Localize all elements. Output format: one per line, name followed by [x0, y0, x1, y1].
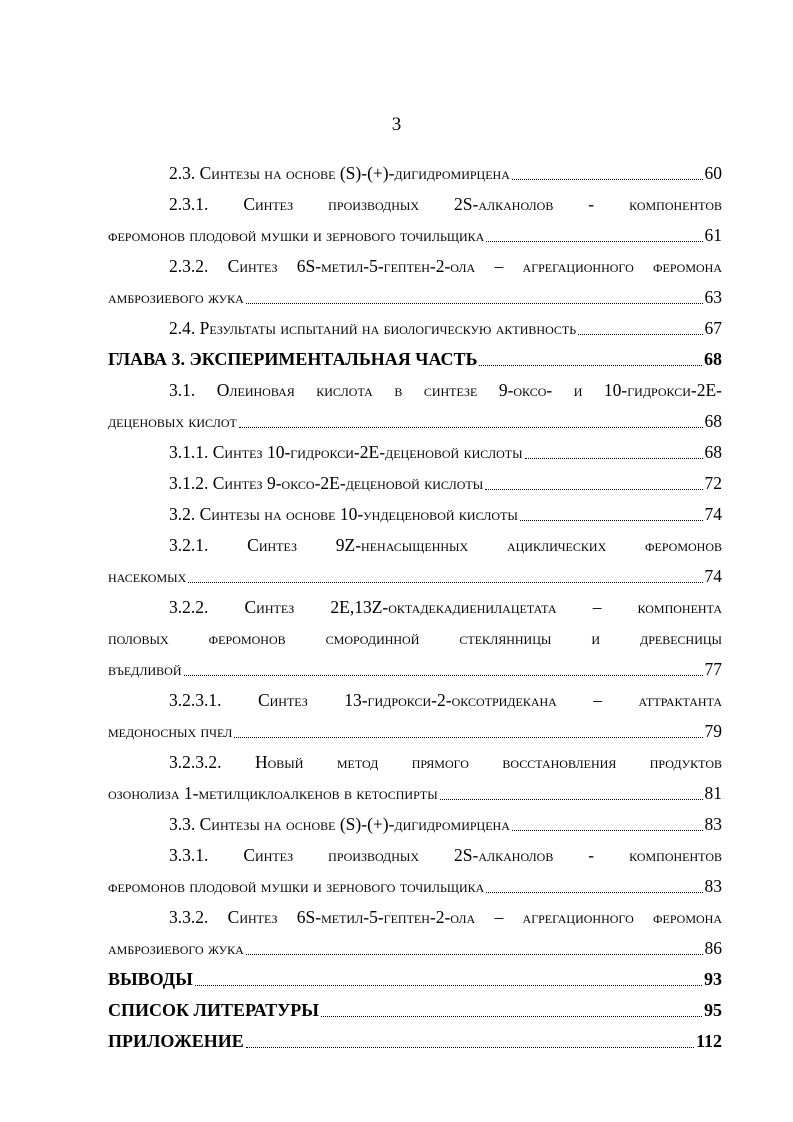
- toc-entry-page: 61: [704, 225, 722, 245]
- toc-entry-page: 68: [704, 442, 722, 462]
- toc-entry-title: въедливой: [108, 659, 182, 679]
- toc-entry-page: 60: [704, 163, 722, 183]
- toc-entry: [108, 530, 722, 561]
- toc-leader: [578, 334, 702, 335]
- toc-entry-page: 68: [704, 411, 722, 431]
- toc-entry: [108, 871, 722, 902]
- toc-leader: [486, 241, 702, 242]
- toc-entry: [108, 778, 722, 809]
- toc-entry-title: ГЛАВА 3. ЭКСПЕРИМЕНТАЛЬНАЯ ЧАСТЬ: [108, 349, 478, 369]
- toc-entry-page: 93: [704, 969, 722, 989]
- toc-entry-title: 3.2.2. Синтез 2E,13Z-октадекадиенилацетата – компонента: [169, 597, 722, 617]
- toc-entry-title: 3.2.3.2. Новый метод прямого восстановления продуктов: [169, 752, 722, 772]
- toc-entry: [108, 716, 722, 747]
- toc-entry: [108, 592, 722, 623]
- toc-entry-title: 2.4. Результаты испытаний на биологическую активность: [169, 318, 577, 338]
- toc-leader: [188, 582, 702, 583]
- toc-entry: [108, 902, 722, 933]
- toc-leader: [239, 427, 703, 428]
- toc-entry: [108, 251, 722, 282]
- toc-entry: [108, 158, 722, 189]
- toc-entry-page: 68: [704, 349, 722, 369]
- toc-entry-title: амброзиевого жука: [108, 287, 244, 307]
- toc-entry: [108, 499, 722, 530]
- toc-entry: [108, 375, 722, 406]
- toc-leader: [525, 458, 703, 459]
- toc-entry: [108, 468, 722, 499]
- toc-entry-title: 3.2.3.1. Синтез 13-гидрокси-2-оксотридекана – аттрактанта: [169, 690, 722, 710]
- toc-entry-page: 83: [704, 876, 722, 896]
- toc-entry-title: 3.3.2. Синтез 6S-метил-5-гептен-2-ола – агрегационного феромона: [169, 907, 722, 927]
- toc-leader: [195, 985, 702, 986]
- toc-entry-title: 3.1. Олеиновая кислота в синтезе 9-оксо- и 10-гидрокси-2E-: [169, 380, 722, 400]
- toc-entry: [108, 282, 722, 313]
- toc-entry: [108, 189, 722, 220]
- toc-entry-title: озонолиза 1-метилциклоалкенов в кетоспирты: [108, 783, 438, 803]
- toc-entry-title: 2.3.1. Синтез производных 2S-алканолов - компонентов: [169, 194, 722, 214]
- page-number: 3: [391, 114, 402, 135]
- toc-entry-page: 86: [704, 938, 722, 958]
- toc-entry-page: 74: [704, 566, 722, 586]
- toc-entry: [108, 685, 722, 716]
- toc-entry-title: 2.3.2. Синтез 6S-метил-5-гептен-2-ола – агрегационного феромона: [169, 256, 722, 276]
- toc-chapter: [108, 344, 722, 375]
- toc-entry-title: 2.3. Синтезы на основе (S)-(+)-дигидромирцена: [169, 163, 510, 183]
- toc-entry-page: 79: [704, 721, 722, 741]
- toc-leader: [184, 675, 703, 676]
- toc-leader: [520, 520, 703, 521]
- toc-leader: [512, 179, 703, 180]
- toc-entry: [108, 654, 722, 685]
- toc-entry-title: феромонов плодовой мушки и зернового точильщика: [108, 876, 485, 896]
- table-of-contents: [108, 158, 722, 1057]
- toc-entry: [108, 933, 722, 964]
- toc-entry-page: 63: [704, 287, 722, 307]
- toc-entry: [108, 406, 722, 437]
- toc-entry-title: 3.2.1. Синтез 9Z-ненасыщенных ациклических феромонов: [169, 535, 722, 555]
- toc-entry-page: 67: [704, 318, 722, 338]
- toc-entry: [108, 623, 722, 654]
- toc-entry: [108, 809, 722, 840]
- toc-entry-page: 77: [704, 659, 722, 679]
- toc-leader: [246, 954, 703, 955]
- toc-entry-page: 81: [704, 783, 722, 803]
- toc-entry-title: 3.1.1. Синтез 10-гидрокси-2E-деценовой кислоты: [169, 442, 523, 462]
- toc-entry: [108, 840, 722, 871]
- toc-entry-title: половых феромонов смородинной стеклянницы и древесницы: [108, 628, 722, 648]
- toc-chapter: [108, 995, 722, 1026]
- toc-entry-title: насекомых: [108, 566, 187, 586]
- toc-entry-title: ВЫВОДЫ: [108, 969, 193, 989]
- toc-leader: [321, 1016, 702, 1017]
- toc-entry: [108, 437, 722, 468]
- toc-entry-page: 74: [704, 504, 722, 524]
- toc-entry-title: амброзиевого жука: [108, 938, 244, 958]
- toc-entry-page: 112: [695, 1031, 722, 1051]
- toc-leader: [485, 489, 702, 490]
- toc-leader: [246, 1047, 694, 1048]
- toc-leader: [486, 892, 702, 893]
- toc-entry: [108, 313, 722, 344]
- toc-entry-title: 3.3. Синтезы на основе (S)-(+)-дигидромирцена: [169, 814, 510, 834]
- toc-entry-page: 83: [704, 814, 722, 834]
- toc-leader: [246, 303, 703, 304]
- toc-leader: [440, 799, 703, 800]
- toc-chapter: [108, 964, 722, 995]
- toc-entry: [108, 220, 722, 251]
- toc-leader: [512, 830, 703, 831]
- toc-entry-title: СПИСОК ЛИТЕРАТУРЫ: [108, 1000, 319, 1020]
- toc-entry-page: 72: [704, 473, 722, 493]
- toc-entry: [108, 747, 722, 778]
- toc-entry-title: феромонов плодовой мушки и зернового точильщика: [108, 225, 485, 245]
- toc-entry-title: медоносных пчел: [108, 721, 233, 741]
- toc-entry-title: ПРИЛОЖЕНИЕ: [108, 1031, 244, 1051]
- toc-leader: [479, 365, 702, 366]
- toc-chapter: [108, 1026, 722, 1057]
- toc-entry-title: 3.3.1. Синтез производных 2S-алканолов - компонентов: [169, 845, 722, 865]
- toc-entry: [108, 561, 722, 592]
- toc-leader: [234, 737, 702, 738]
- toc-entry-page: 95: [704, 1000, 722, 1020]
- toc-entry-title: 3.1.2. Синтез 9-оксо-2E-деценовой кислоты: [169, 473, 484, 493]
- toc-entry-title: деценовых кислот: [108, 411, 237, 431]
- toc-entry-title: 3.2. Синтезы на основе 10-ундеценовой кислоты: [169, 504, 518, 524]
